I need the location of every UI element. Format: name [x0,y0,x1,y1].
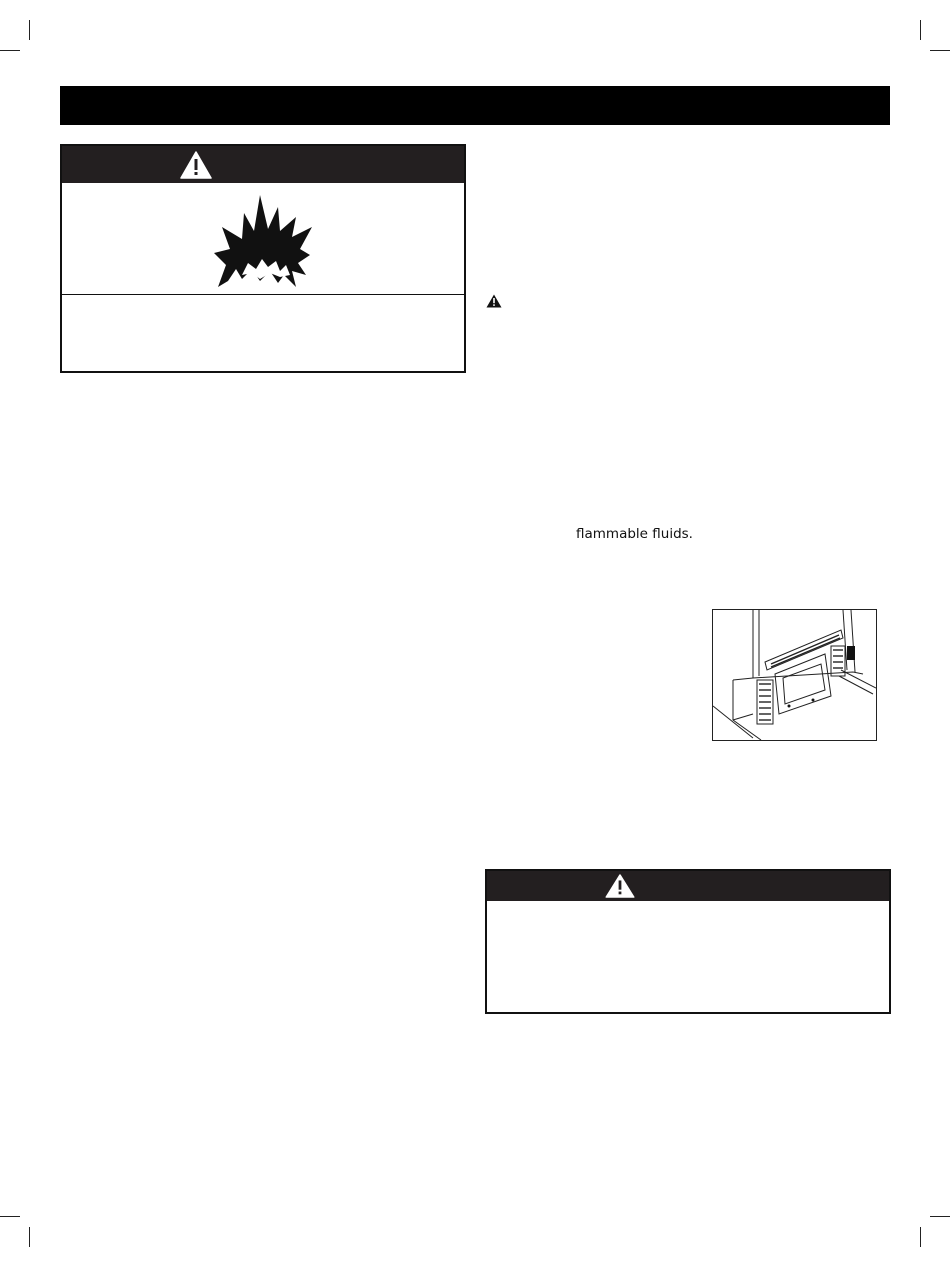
warning-header [62,146,464,183]
crop-mark-bottom-left-h [0,1216,20,1217]
crop-mark-bottom-right-h [930,1216,950,1217]
warning-header [487,871,889,901]
explosion-warning-box [60,144,466,373]
warning-triangle-icon [180,151,212,179]
body-text-fragment: flammable fluids. [576,526,693,542]
warning-triangle-icon [486,294,502,308]
section-title-bar [60,86,890,125]
appliance-rear-figure [712,609,877,741]
crop-mark-top-right-v [920,20,921,40]
crop-mark-top-left-h [0,50,20,51]
crop-mark-bottom-left-v [29,1227,30,1247]
explosion-illustration-area [62,183,464,295]
appliance-rear-panel-icon [713,610,876,740]
crop-mark-top-left-v [29,20,30,40]
explosion-icon [212,191,316,291]
warning-triangle-icon [605,874,635,898]
crop-mark-bottom-right-v [920,1227,921,1247]
bottom-warning-box [485,869,891,1014]
crop-mark-top-right-h [930,50,950,51]
